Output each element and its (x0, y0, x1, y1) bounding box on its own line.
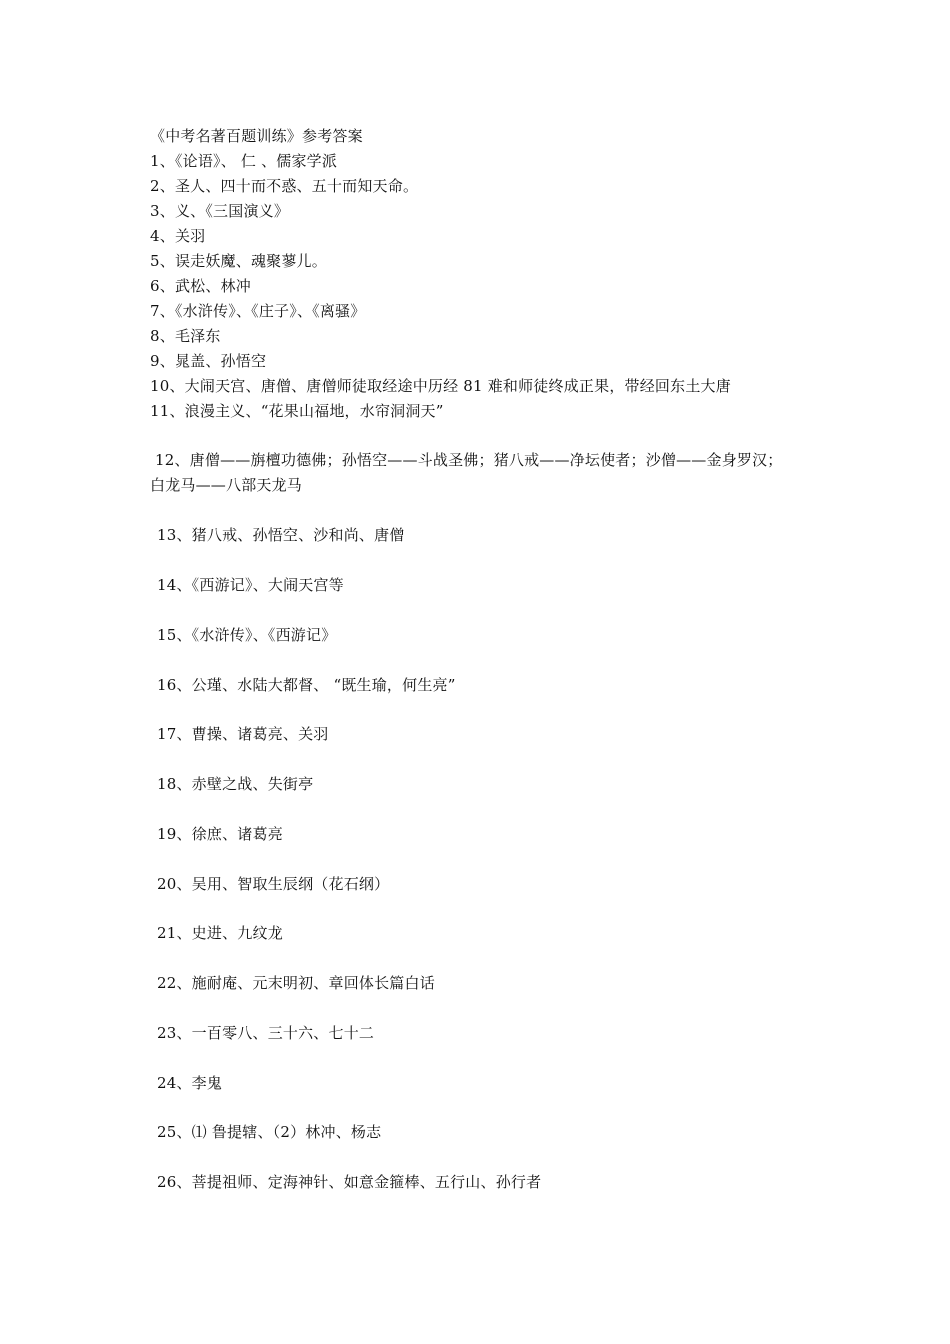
document-title: 《中考名著百题训练》参考答案 (150, 127, 363, 145)
answer-line: 16、公瑾、水陆大都督、 “既生瑜，何生亮” (157, 676, 456, 694)
answer-line: 26、菩提祖师、定海神针、如意金箍棒、五行山、孙行者 (157, 1173, 542, 1191)
answer-line: 13、猪八戒、孙悟空、沙和尚、唐僧 (157, 526, 405, 544)
answer-line: 8、毛泽东 (150, 327, 221, 345)
answer-line: 18、赤壁之战、失街亭 (157, 775, 314, 793)
answer-line: 17、曹操、诸葛亮、关羽 (157, 725, 329, 743)
answer-line: 9、晁盖、孙悟空 (150, 352, 267, 370)
answer-line: 14、《西游记》、大闹天宫等 (157, 576, 344, 594)
answer-line: 25、⑴ 鲁提辖、（2）林冲、杨志 (157, 1123, 382, 1141)
answer-line: 2、圣人、四十而不惑、五十而知天命。 (150, 177, 419, 195)
answer-line: 19、徐庶、诸葛亮 (157, 825, 283, 843)
answer-line: 11、浪漫主义、“花果山福地，水帘洞洞天” (150, 402, 444, 420)
answer-line: 22、施耐庵、元末明初、章回体长篇白话 (157, 974, 435, 992)
answer-line: 10、大闹天宫、唐僧、唐僧师徒取经途中历经 81 难和师徒终成正果，带经回东土大唐 (150, 377, 731, 395)
answer-line: 24、李鬼 (157, 1074, 223, 1092)
answer-line: 3、义、《三国演义》 (150, 202, 290, 220)
answer-line-continuation: 白龙马——八部天龙马 (150, 476, 303, 494)
answer-line: 7、《水浒传》、《庄子》、《离骚》 (150, 302, 366, 320)
answer-line: 15、《水浒传》、《西游记》 (157, 626, 337, 644)
answer-line: 1、《论语》、 仁 、儒家学派 (150, 152, 338, 170)
answer-line: 23、一百零八、三十六、七十二 (157, 1024, 375, 1042)
answer-line: 20、吴用、智取生辰纲（花石纲） (157, 875, 390, 893)
answer-line: 12、唐僧——旃檀功德佛；孙悟空——斗战圣佛；猪八戒——净坛使者；沙僧——金身罗汉； (155, 451, 783, 469)
answer-line: 21、史进、九纹龙 (157, 924, 283, 942)
answer-line: 4、关羽 (150, 227, 206, 245)
answer-line: 6、武松、林冲 (150, 277, 251, 295)
answer-line: 5、误走妖魔、魂聚蓼儿。 (150, 252, 327, 270)
